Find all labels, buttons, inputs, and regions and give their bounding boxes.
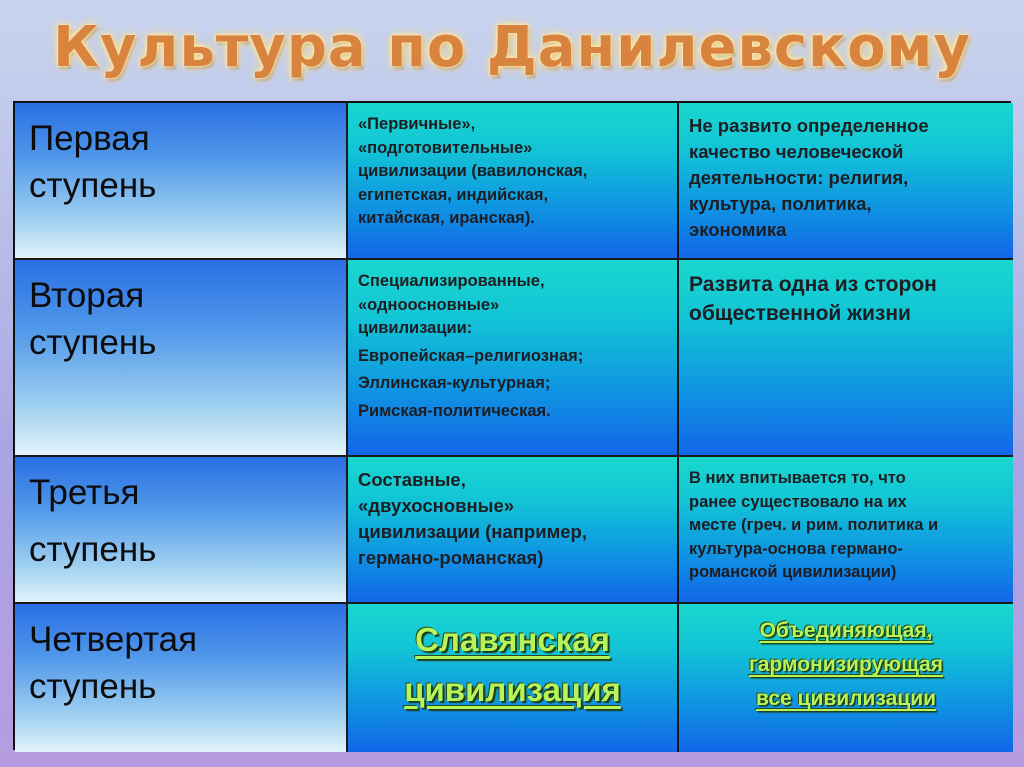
characteristic-line: культура, политика, (689, 193, 872, 214)
characteristic-cell-3 (679, 457, 1013, 604)
description-cell-4 (348, 604, 679, 752)
description-line: «двухосновные» (358, 495, 515, 516)
stage-label-line: Первая (29, 119, 150, 158)
highlight-line: Славянская (415, 621, 610, 658)
stage-label-line: Четвертая (29, 620, 198, 659)
description-cell-2 (348, 260, 679, 457)
characteristic-line: ранее существовало на их (689, 492, 907, 511)
description-cell-3 (348, 457, 679, 604)
description-line: цивилизации: (358, 319, 473, 337)
description-line: «одноосновные» (358, 295, 500, 314)
characteristic-cell-1 (679, 103, 1013, 260)
stages-table (13, 101, 1011, 750)
description-line: Эллинская-культурная; (358, 374, 551, 392)
characteristic-line: общественной жизни (689, 302, 911, 325)
stage-label-line: ступень (29, 323, 157, 362)
stage-label-line: ступень (29, 530, 157, 569)
slide-title: Культура по Данилевскому (53, 15, 971, 80)
description-line: Европейская–религиозная; (358, 346, 584, 365)
description-line: цивилизации (вавилонская, (358, 162, 588, 180)
description-line: Составные, (358, 469, 466, 490)
stage-label-line: ступень (29, 667, 157, 706)
characteristic-line: месте (греч. и рим. политика и (689, 516, 939, 534)
stage-cell-1 (15, 103, 348, 260)
stage-label-line: ступень (29, 166, 157, 205)
characteristic-cell-2 (679, 260, 1013, 457)
description-line: Римская-политическая. (358, 401, 551, 420)
characteristic-line: Развита одна из сторон (689, 273, 937, 296)
stage-cell-4 (15, 604, 348, 752)
highlight-line: все цивилизации (755, 687, 937, 710)
characteristic-line: романской цивилизации) (689, 563, 897, 581)
description-line: «подготовительные» (358, 138, 533, 157)
description-line: китайская, иранская). (358, 209, 535, 227)
characteristic-line: культура-основа германо- (689, 539, 903, 558)
characteristic-line: В них впитывается то, что (689, 469, 906, 487)
description-line: Специализированные, (358, 272, 545, 290)
characteristic-line: Не развито определенное (689, 115, 929, 136)
characteristic-line: экономика (689, 219, 787, 240)
highlight-line: гармонизирующая (748, 653, 944, 676)
characteristic-line: деятельности: религия, (689, 167, 909, 188)
description-line: цивилизации (например, (358, 521, 588, 542)
stage-cell-2 (15, 260, 348, 457)
description-cell-1 (348, 103, 679, 260)
stage-label-line: Вторая (29, 276, 145, 315)
stage-label-line: Третья (29, 473, 140, 512)
characteristic-cell-4 (679, 604, 1013, 752)
characteristic-line: качество человеческой (689, 141, 904, 162)
description-line: египетская, индийская, (358, 185, 549, 204)
description-line: германо-романская) (358, 547, 544, 568)
highlight-line: Объединяющая, (759, 619, 933, 642)
description-line: «Первичные», (358, 115, 476, 133)
highlight-line: цивилизация (404, 671, 621, 708)
stage-cell-3 (15, 457, 348, 604)
